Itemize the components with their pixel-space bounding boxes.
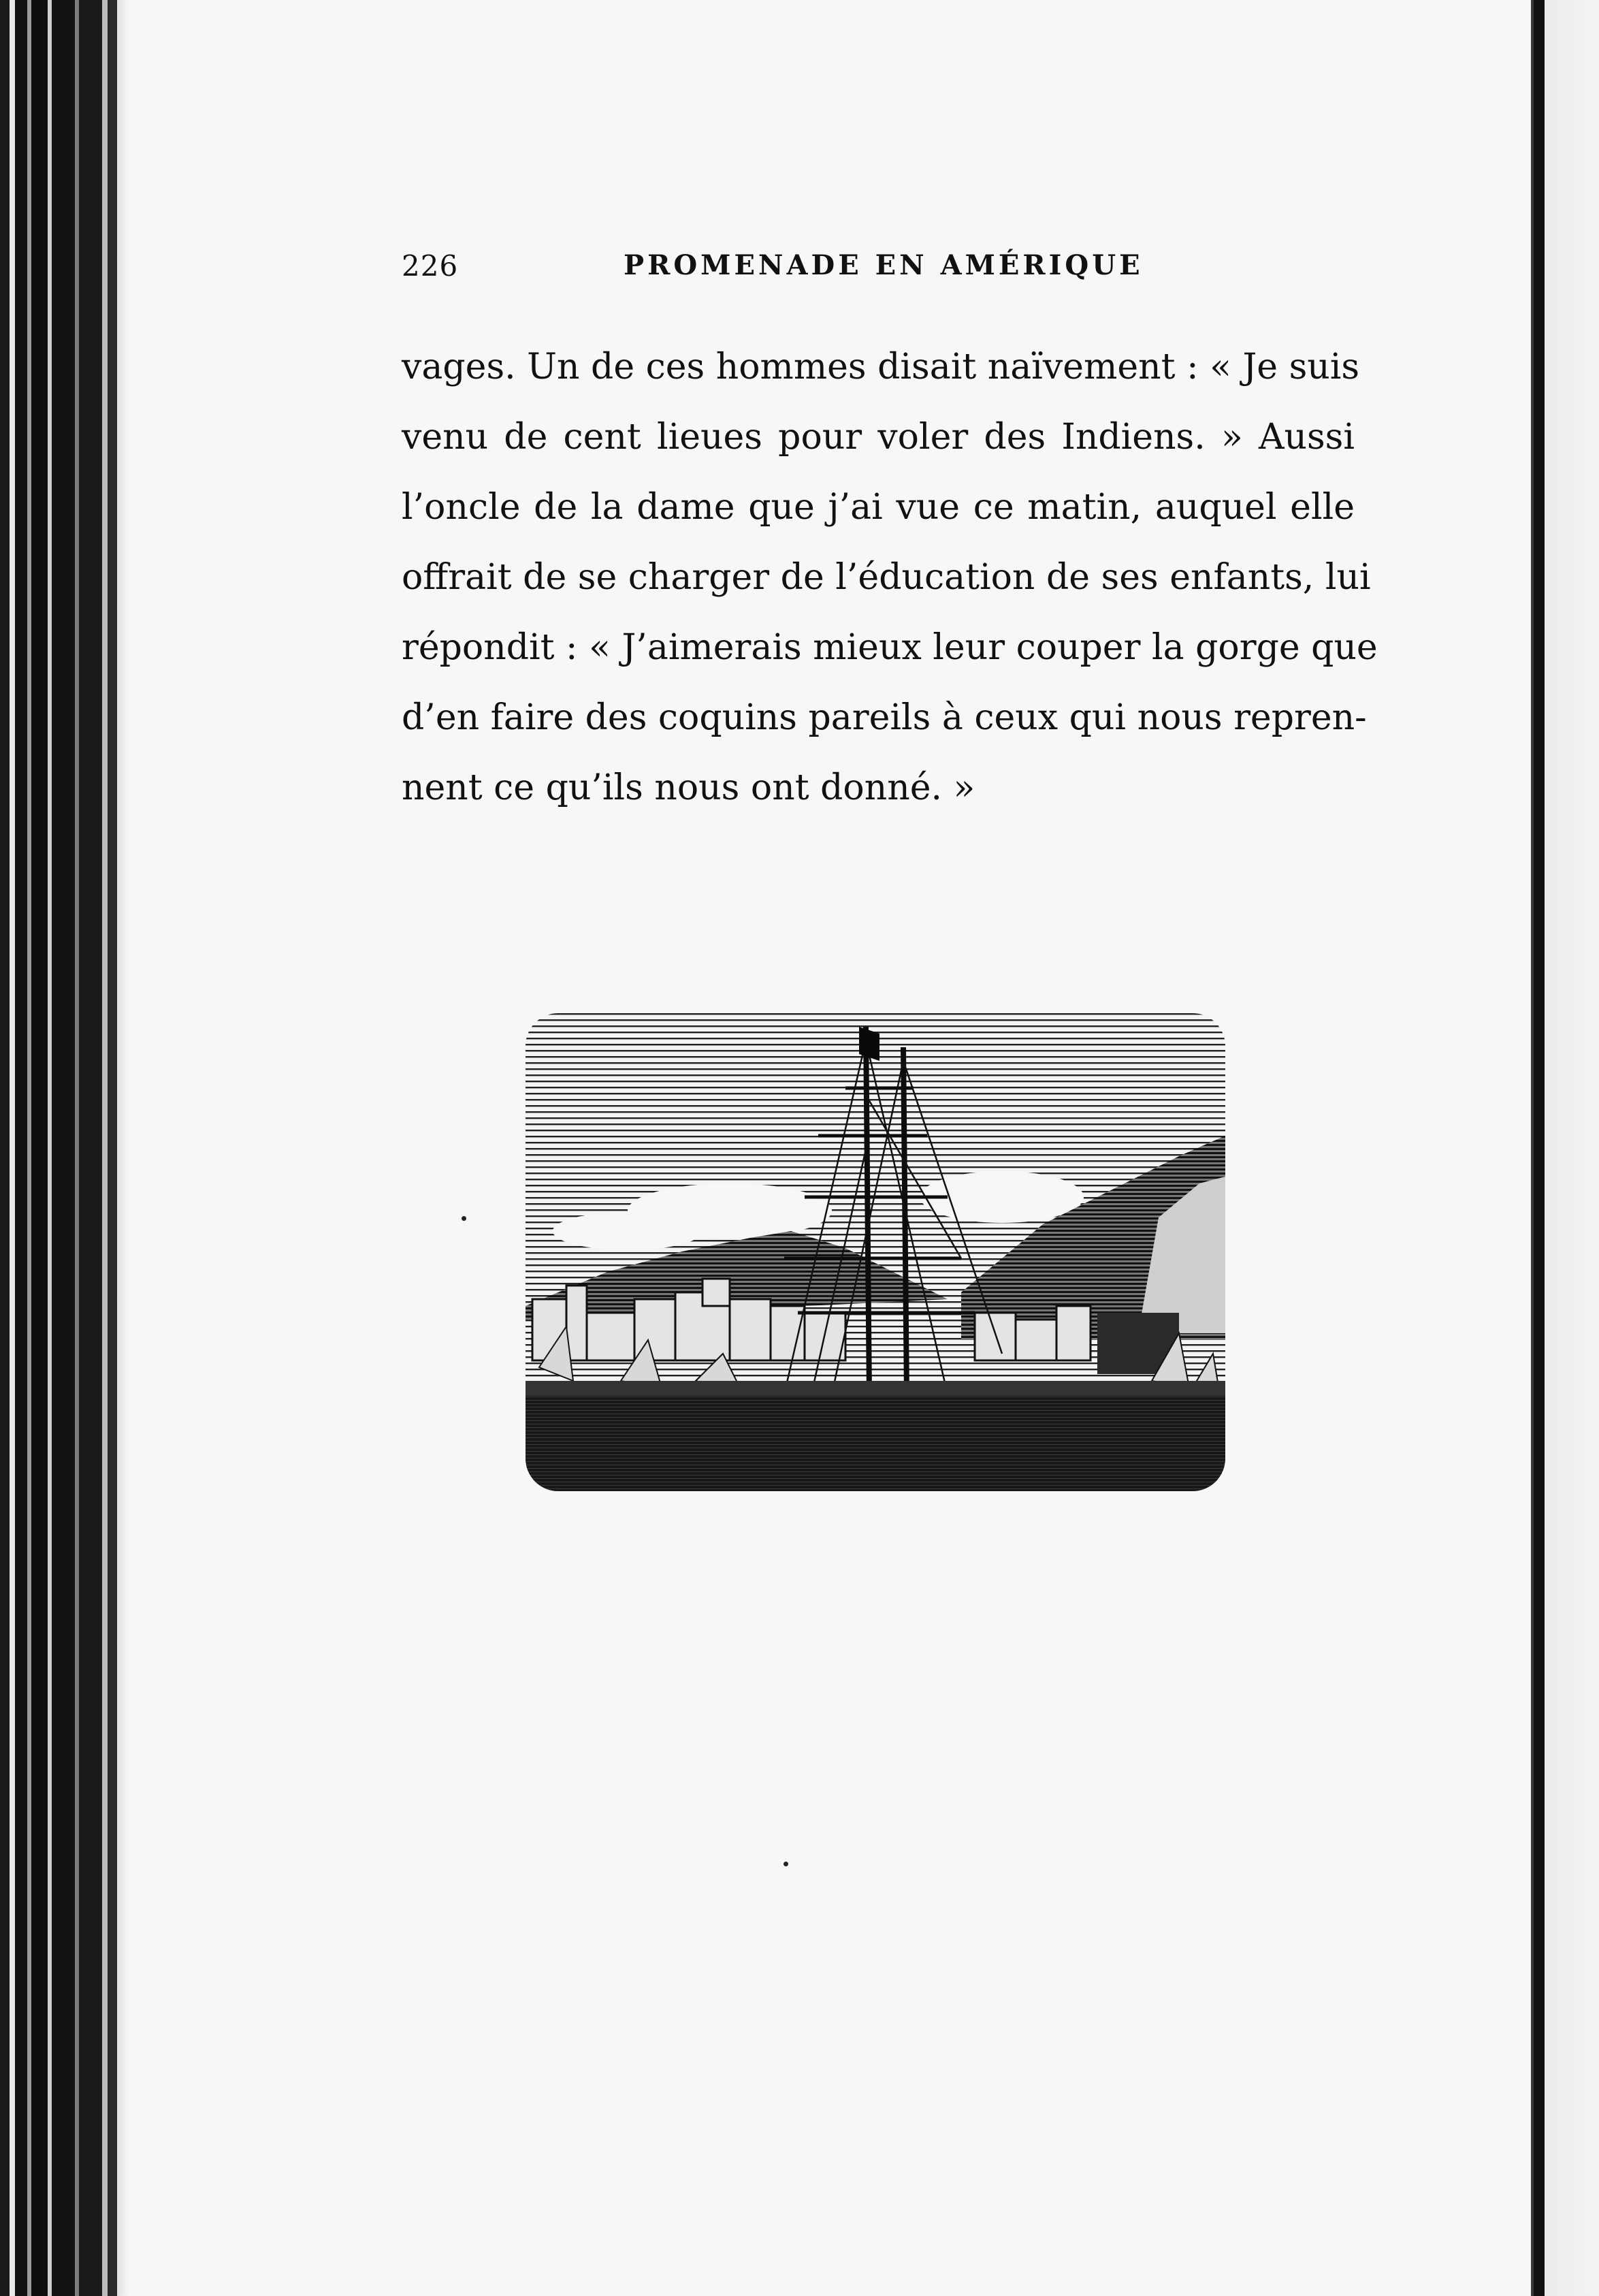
text-line: vages. Un de ces hommes disait naïvement : « Je suis xyxy=(402,347,1360,387)
running-title: PROMENADE EN AMÉRIQUE xyxy=(624,249,1144,281)
paper-speck xyxy=(784,1862,788,1866)
body-text xyxy=(402,332,1378,823)
page-number: 226 xyxy=(402,249,459,283)
text-line: nent ce qu’ils nous ont donné. » xyxy=(402,767,975,808)
text-line: répondit : « J’aimerais mieux leur couper la gorge que xyxy=(402,627,1378,668)
book-binding-edge xyxy=(0,0,129,2296)
text-line: l’oncle de la dame que j’ai vue ce matin, auquel elle xyxy=(402,487,1355,528)
text-line: venu de cent lieues pour voler des Indiens. » Aussi xyxy=(402,417,1355,458)
text-line: d’en faire des coquins pareils à ceux qui nous repren- xyxy=(402,697,1367,738)
page-right-edge xyxy=(1517,0,1599,2296)
page-header xyxy=(402,249,1355,290)
text-line: offrait de se charger de l’éducation de ses enfants, lui xyxy=(402,557,1371,598)
harbor-ship-engraving xyxy=(526,1013,1225,1491)
paper-speck xyxy=(462,1216,466,1221)
